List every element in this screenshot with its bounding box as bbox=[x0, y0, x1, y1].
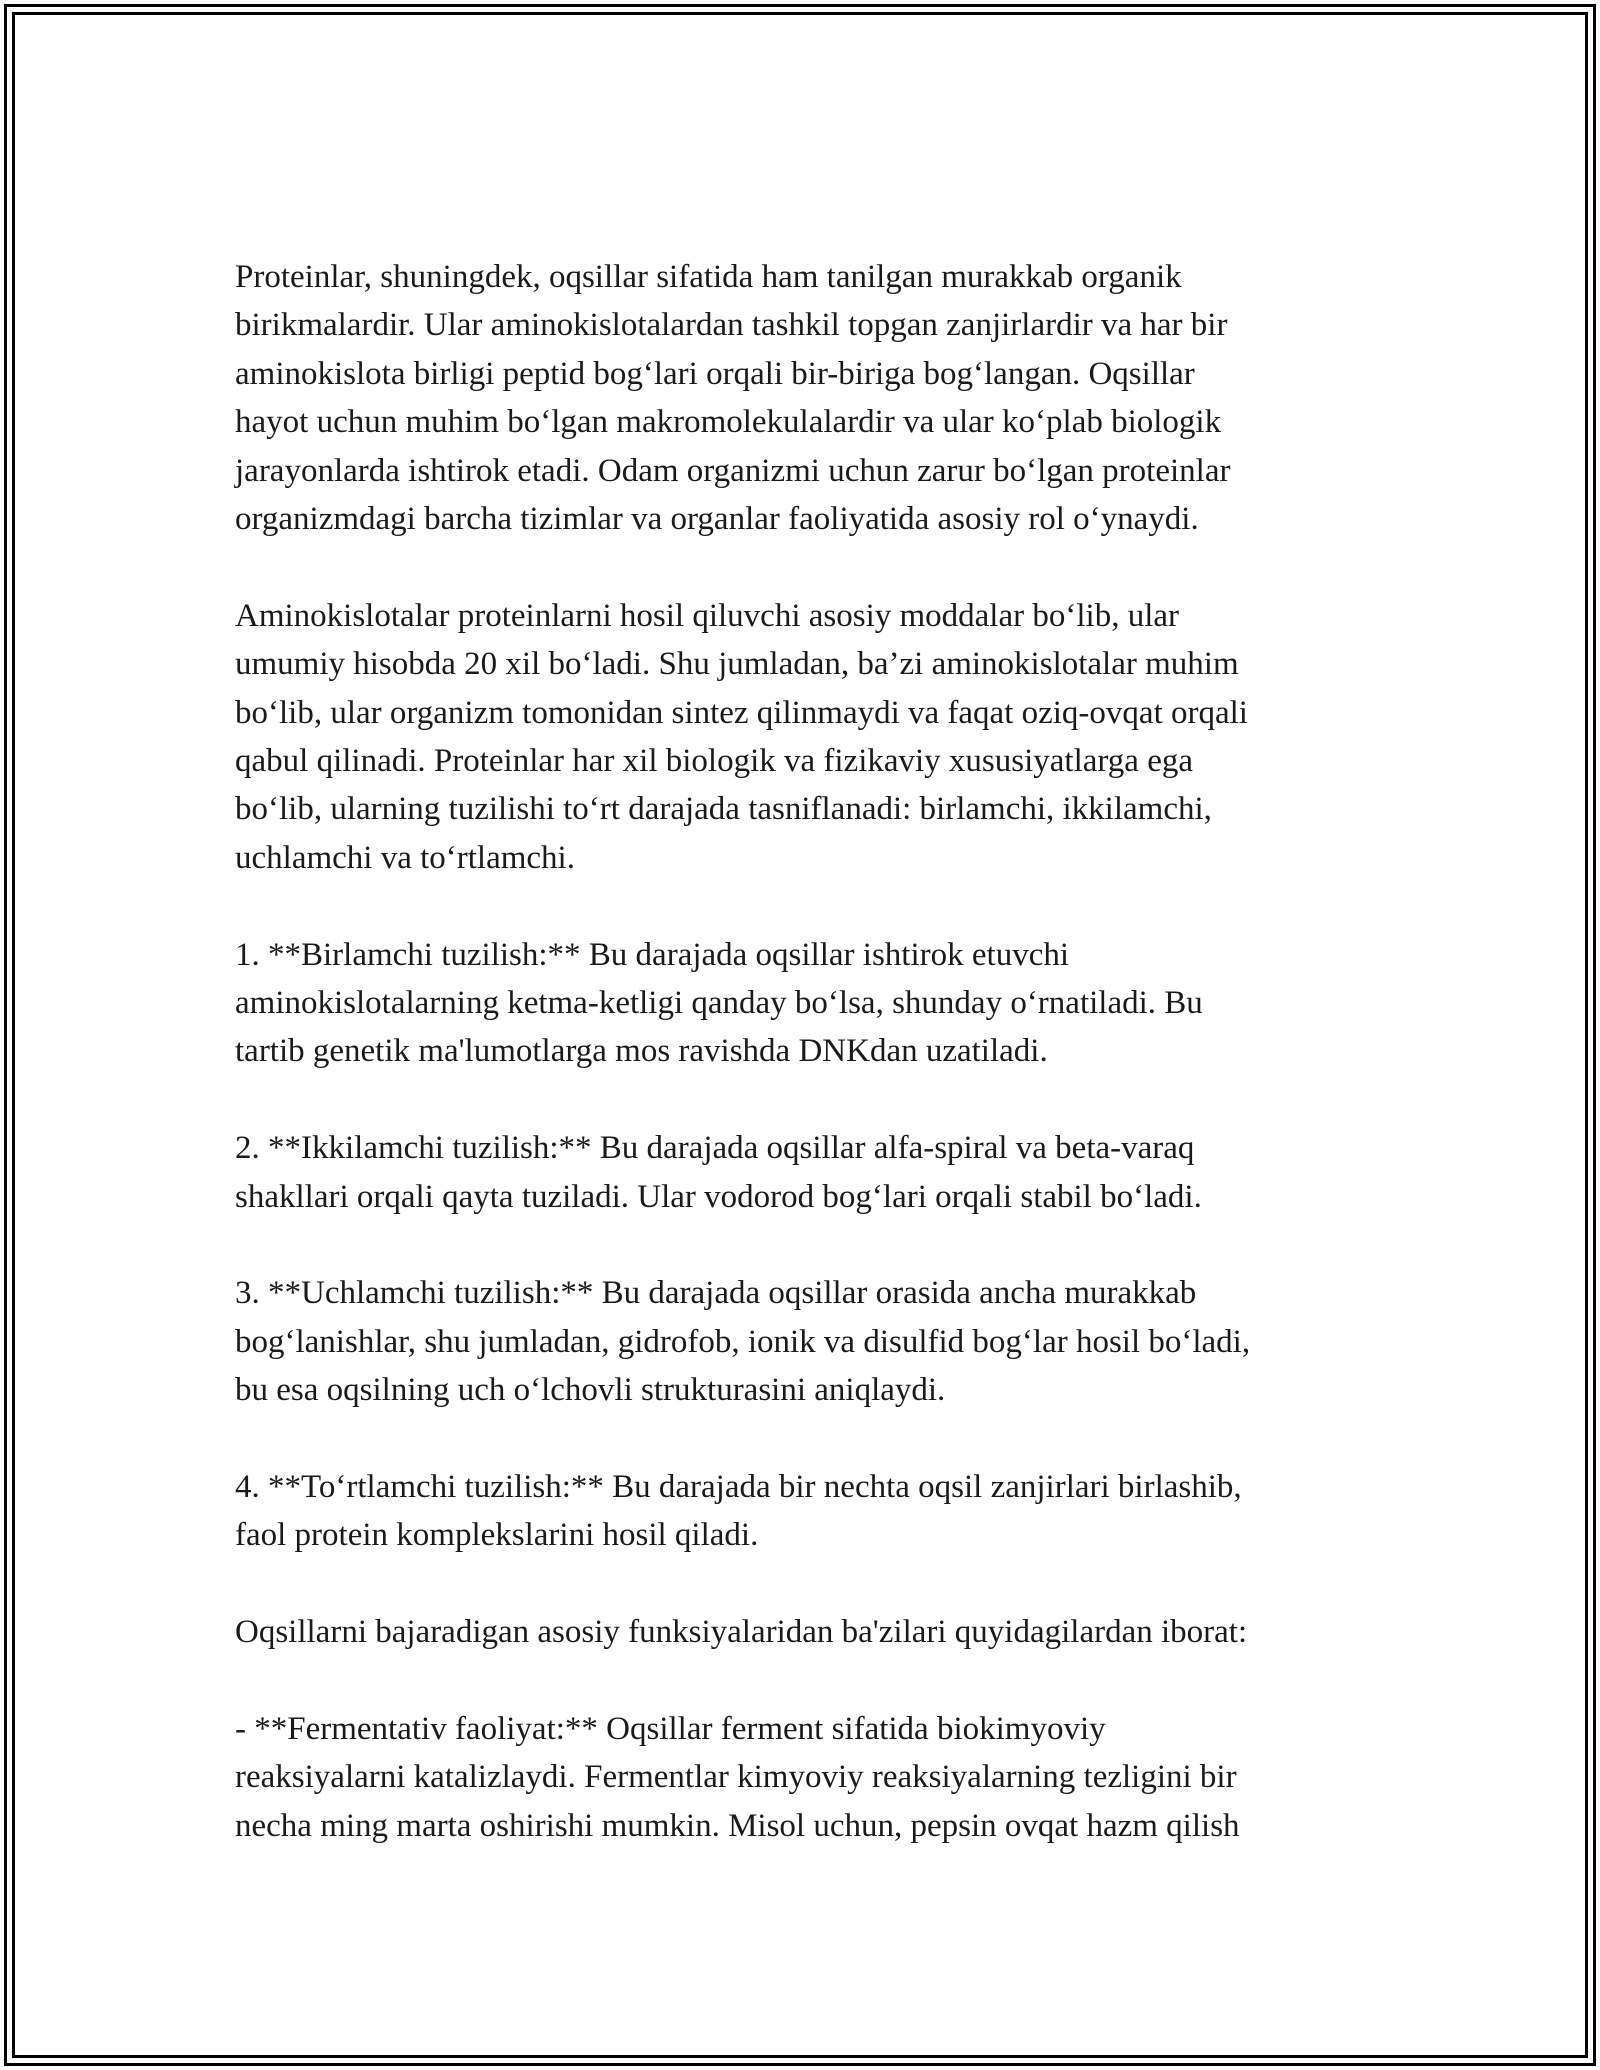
text-line: qabul qilinadi. Proteinlar har xil biologik va fizikaviy xususiyatlarga ega bbox=[235, 743, 1193, 780]
text-line: reaksiyalarni katalizlaydi. Fermentlar kimyoviy reaksiyalarning tezligini bir bbox=[235, 1759, 1237, 1796]
text-line: Aminokislotalar proteinlarni hosil qiluvchi asosiy moddalar bo‘lib, ular bbox=[235, 597, 1179, 634]
paragraph-primary-structure bbox=[235, 931, 1375, 1076]
paragraph-functions-intro bbox=[235, 1608, 1375, 1656]
text-line: umumiy hisobda 20 xil bo‘ladi. Shu jumladan, ba’zi aminokislotalar muhim bbox=[235, 646, 1239, 683]
text-line: bu esa oqsilning uch o‘lchovli strukturasini aniqlaydi. bbox=[235, 1372, 946, 1409]
text-line: 1. **Birlamchi tuzilish:** Bu darajada oqsillar ishtirok etuvchi bbox=[235, 936, 1070, 973]
text-line: 3. **Uchlamchi tuzilish:** Bu darajada oqsillar orasida ancha murakkab bbox=[235, 1275, 1197, 1312]
paragraph-secondary-structure bbox=[235, 1124, 1375, 1221]
text-line: hayot uchun muhim bo‘lgan makromolekulalardir va ular ko‘plab biologik bbox=[235, 404, 1222, 441]
text-line: bog‘lanishlar, shu jumladan, gidrofob, ionik va disulfid bog‘lar hosil bo‘ladi, bbox=[235, 1323, 1251, 1360]
text-line: - **Fermentativ faoliyat:** Oqsillar ferment sifatida biokimyoviy bbox=[235, 1711, 1106, 1748]
paragraph-tertiary-structure bbox=[235, 1269, 1375, 1414]
document-body bbox=[235, 253, 1375, 1899]
paragraph-intro bbox=[235, 253, 1375, 543]
text-line: organizmdagi barcha tizimlar va organlar faoliyatida asosiy rol o‘ynaydi. bbox=[235, 501, 1199, 538]
text-line: 2. **Ikkilamchi tuzilish:** Bu darajada oqsillar alfa-spiral va beta-varaq bbox=[235, 1130, 1195, 1167]
text-line: uchlamchi va to‘rtlamchi. bbox=[235, 839, 575, 876]
text-line: faol protein komplekslarini hosil qiladi. bbox=[235, 1517, 759, 1554]
paragraph-quaternary-structure bbox=[235, 1463, 1375, 1560]
text-line: tartib genetik ma'lumotlarga mos ravishda DNKdan uzatiladi. bbox=[235, 1033, 1048, 1070]
text-line: 4. **To‘rtlamchi tuzilish:** Bu darajada bir nechta oqsil zanjirlari birlashib, bbox=[235, 1469, 1242, 1506]
text-line: necha ming marta oshirishi mumkin. Misol uchun, pepsin ovqat hazm qilish bbox=[235, 1807, 1240, 1844]
paragraph-aminoacids bbox=[235, 592, 1375, 882]
text-line: birikmalardir. Ular aminokislotalardan tashkil topgan zanjirlardir va har bir bbox=[235, 307, 1228, 344]
text-line: shakllari orqali qayta tuziladi. Ular vodorod bog‘lari orqali stabil bo‘ladi. bbox=[235, 1178, 1202, 1215]
text-line: jarayonlarda ishtirok etadi. Odam organizmi uchun zarur bo‘lgan proteinlar bbox=[235, 452, 1231, 489]
text-line: bo‘lib, ular organizm tomonidan sintez qilinmaydi va faqat oziq-ovqat orqali bbox=[235, 694, 1248, 731]
text-line: Proteinlar, shuningdek, oqsillar sifatida ham tanilgan murakkab organik bbox=[235, 259, 1182, 295]
paragraph-enzymatic-activity bbox=[235, 1705, 1375, 1850]
text-line: Oqsillarni bajaradigan asosiy funksiyalaridan ba'zilari quyidagilardan iborat: bbox=[235, 1614, 1248, 1651]
text-line: aminokislota birligi peptid bog‘lari orqali bir-biriga bog‘langan. Oqsillar bbox=[235, 355, 1195, 392]
text-line: aminokislotalarning ketma-ketligi qanday bo‘lsa, shunday o‘rnatiladi. Bu bbox=[235, 985, 1203, 1022]
text-line: bo‘lib, ularning tuzilishi to‘rt darajada tasniflanadi: birlamchi, ikkilamchi, bbox=[235, 791, 1212, 828]
